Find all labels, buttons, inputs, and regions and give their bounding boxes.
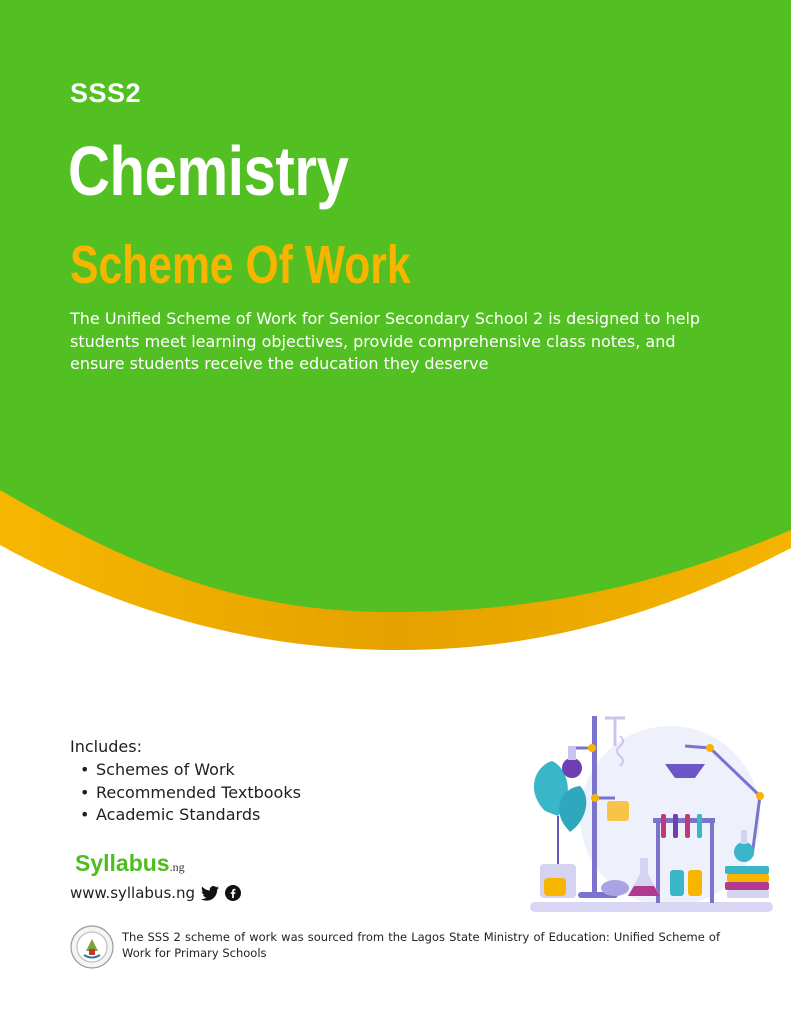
description: The Unified Scheme of Work for Senior Secondary School 2 is designed to help students meet learning objectives, provide comprehensive class notes, and ensure students receive the education they deserve — [70, 309, 701, 373]
list-item-label: Schemes of Work — [96, 760, 235, 779]
includes-label: Includes: — [70, 737, 142, 756]
source-note: The SSS 2 scheme of work was sourced from the Lagos State Ministry of Education: Unified Scheme of Work for Primary Schools — [122, 930, 720, 960]
syllabus-logo[interactable] — [75, 850, 185, 877]
twitter-icon[interactable] — [201, 886, 219, 901]
bullet-icon: • — [80, 805, 90, 824]
logo-text: Syllabus — [75, 850, 170, 876]
website-row — [70, 884, 241, 902]
includes-list — [70, 759, 301, 827]
logo-suffix: .ng — [169, 860, 185, 874]
bullet-icon: • — [80, 760, 90, 779]
website-link[interactable]: www.syllabus.ng — [70, 884, 196, 902]
class-level: SSS2 — [70, 78, 142, 108]
list-item-label: Academic Standards — [96, 805, 261, 824]
chemistry-lab-icon — [520, 706, 775, 916]
facebook-icon[interactable] — [225, 885, 241, 901]
list-item-label: Recommended Textbooks — [96, 782, 301, 802]
lagos-state-seal-icon — [70, 925, 114, 969]
list-item — [70, 804, 301, 827]
list-item — [70, 759, 301, 782]
bullet-icon: • — [80, 782, 90, 802]
page-subtitle: Scheme Of Work — [70, 235, 411, 295]
page-title: Chemistry — [68, 132, 349, 210]
list-item — [70, 782, 301, 805]
